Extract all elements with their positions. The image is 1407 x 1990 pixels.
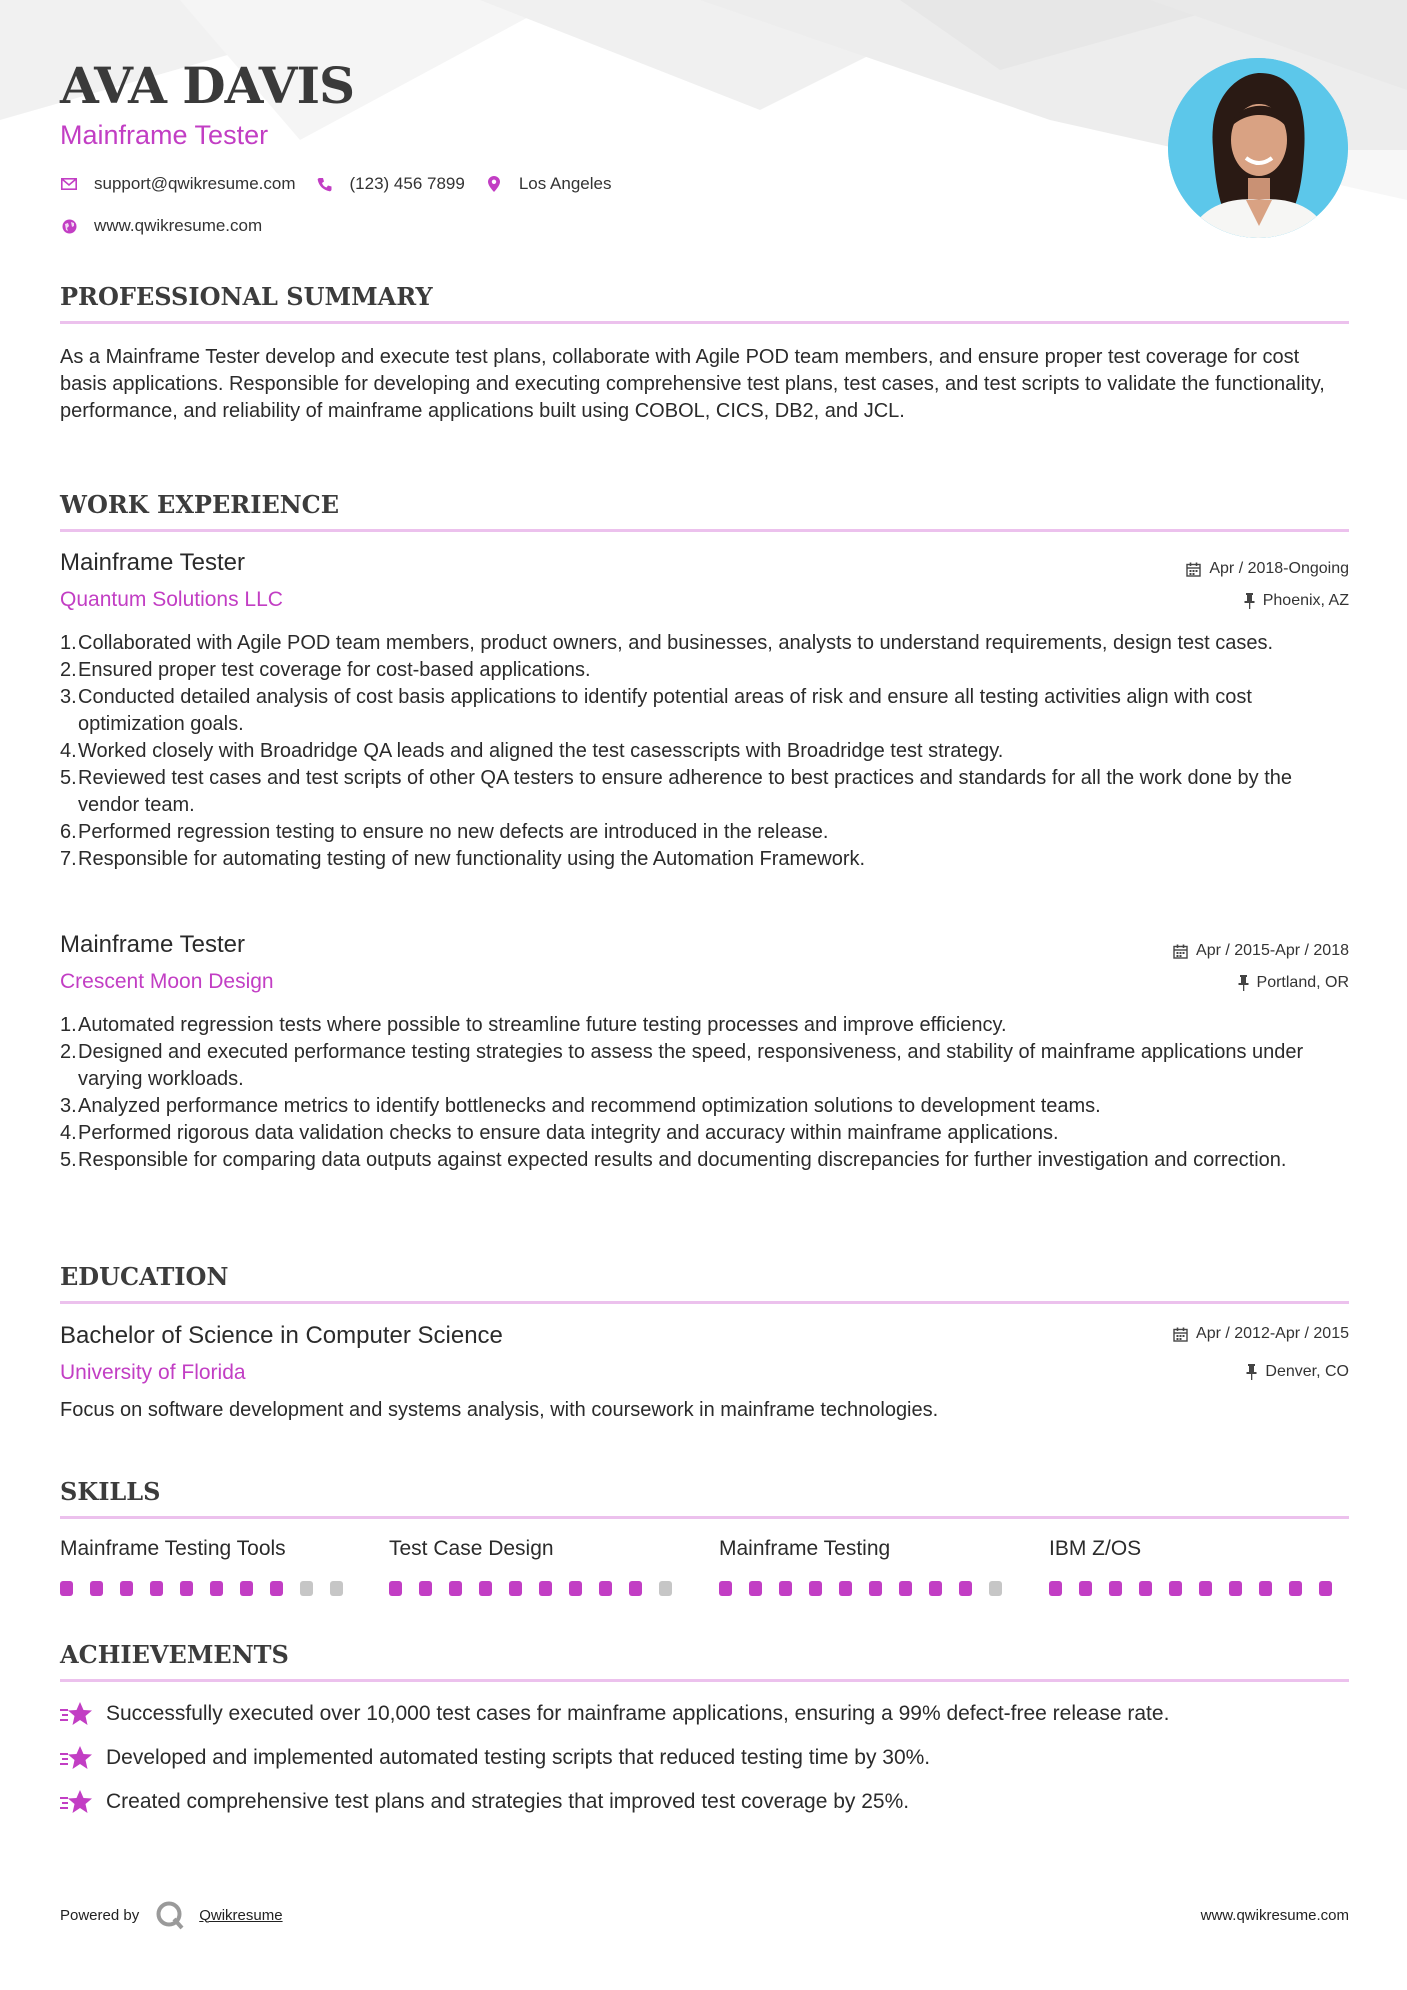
candidate-name: AVA DAVIS [60,56,355,115]
rating-dot-filled [899,1581,912,1596]
list-item: 1. Collaborated with Agile POD team members, product owners, and businesses, analysts to understand requirements, design test cases. [60,632,1274,654]
footer-powered-by [60,1900,283,1930]
rating-dot-filled [1079,1581,1092,1596]
rating-dot-filled [1289,1581,1302,1596]
rating-dot-empty [300,1581,313,1596]
list-item: 4. Worked closely with Broadridge QA leads and aligned the test casesscripts with Broadridge test strategy. [60,740,1004,762]
skill-name: IBM Z/OS [1049,1537,1142,1560]
rating-dot-empty [989,1581,1002,1596]
list-item: 5. Responsible for comparing data outputs against expected results and documenting discrepancies for further investigation and correction. [60,1149,1287,1171]
rating-dot-filled [749,1581,762,1596]
rating-dot-filled [809,1581,822,1596]
job-responsibilities [60,630,1349,873]
globe-icon [60,217,78,235]
skill-name: Mainframe Testing [719,1537,891,1560]
achievements-heading: ACHIEVEMENTS [60,1640,289,1669]
rating-dot-filled [1319,1581,1332,1596]
pushpin-icon [1246,1364,1257,1380]
job-date [1186,560,1349,578]
education-degree: Bachelor of Science in Computer Science [60,1322,503,1349]
contact-phone[interactable]: (123) 456 7899 [349,174,465,193]
rating-dot-filled [929,1581,942,1596]
rating-dot-filled [419,1581,432,1596]
contact-email[interactable]: support@qwikresume.com [94,174,296,193]
rating-dot-empty [330,1581,343,1596]
job-company: Crescent Moon Design [60,970,274,993]
pushpin-icon [1238,975,1249,991]
achievement-text: Successfully executed over 10,000 test cases for mainframe applications, ensuring a 99% defect-free release rate. [106,1702,1170,1725]
rating-dot-filled [180,1581,193,1596]
section-divider [60,529,1349,532]
rating-dot-filled [150,1581,163,1596]
skill-rating [389,1581,689,1596]
qwikresume-logo-icon [155,1900,185,1930]
contact-location: Los Angeles [518,174,612,193]
summary-text: As a Mainframe Tester develop and execute test plans, collaborate with Agile POD team members, and ensure proper test coverage for cost basis applications. Responsible for developing and executing comprehensive test plans, test cases, and test scripts to validate the functionality, performance, and reliability of mainframe applications built using COBOL, CICS, DB2, and JCL. [60,346,1325,422]
contact-row-secondary [60,216,282,236]
education-description: Focus on software development and systems analysis, with coursework in mainframe technologies. [60,1399,939,1421]
rating-dot-filled [389,1581,402,1596]
list-item: 3. Conducted detailed analysis of cost basis applications to identify potential areas of risk and ensure all testing activities align with cost optimization goals. [60,686,1252,735]
rating-dot-filled [479,1581,492,1596]
rating-dot-filled [1049,1581,1062,1596]
contact-row-primary [60,174,631,194]
achievement-text: Created comprehensive test plans and strategies that improved test coverage by 25%. [106,1790,910,1813]
qwikresume-link[interactable]: Qwikresume [199,1906,283,1924]
skill-name: Mainframe Testing Tools [60,1537,286,1560]
skill-rating [1049,1581,1349,1596]
education-date-text: Apr / 2012-Apr / 2015 [1196,1325,1349,1342]
rating-dot-filled [1199,1581,1212,1596]
skills-heading: SKILLS [60,1477,161,1506]
rating-dot-filled [449,1581,462,1596]
section-divider [60,1301,1349,1304]
skill-item [719,1537,1019,1596]
phone-icon [316,175,334,193]
footer-website[interactable]: www.qwikresume.com [1200,1907,1349,1924]
job-responsibilities [60,1012,1349,1174]
rating-dot-filled [599,1581,612,1596]
skill-item [1049,1537,1349,1596]
rating-dot-filled [1169,1581,1182,1596]
job-title: Mainframe Tester [60,549,245,576]
rating-dot-filled [1109,1581,1122,1596]
rating-dot-filled [779,1581,792,1596]
skill-item [389,1537,689,1596]
candidate-title: Mainframe Tester [60,120,269,150]
calendar-icon [1173,944,1188,959]
list-item: 2. Ensured proper test coverage for cost-based applications. [60,659,591,681]
education-heading: EDUCATION [60,1262,229,1291]
rating-dot-filled [90,1581,103,1596]
job-location-text: Phoenix, AZ [1262,592,1349,609]
rating-dot-filled [1229,1581,1242,1596]
star-icon [60,1745,92,1771]
star-icon [60,1789,92,1815]
section-divider [60,321,1349,324]
rating-dot-filled [719,1581,732,1596]
star-icon [60,1701,92,1727]
education-date [1173,1325,1349,1343]
rating-dot-filled [869,1581,882,1596]
rating-dot-filled [839,1581,852,1596]
education-location [1246,1363,1349,1381]
calendar-icon [1186,562,1201,577]
list-item: 7. Responsible for automating testing of new functionality using the Automation Framework. [60,848,866,870]
envelope-icon [60,175,78,193]
rating-dot-filled [1259,1581,1272,1596]
education-school: University of Florida [60,1361,246,1384]
achievement-item [60,1789,909,1815]
rating-dot-filled [539,1581,552,1596]
profile-photo [1168,58,1348,238]
list-item: 3. Analyzed performance metrics to identify bottlenecks and recommend optimization solutions to development teams. [60,1095,1101,1117]
achievement-text: Developed and implemented automated testing scripts that reduced testing time by 30%. [106,1746,931,1769]
pushpin-icon [1244,593,1255,609]
rating-dot-filled [210,1581,223,1596]
rating-dot-filled [270,1581,283,1596]
achievement-item [60,1701,1169,1727]
list-item: 1. Automated regression tests where possible to streamline future testing processes and improve efficiency. [60,1014,1007,1036]
job-title: Mainframe Tester [60,931,245,958]
summary-heading: PROFESSIONAL SUMMARY [60,282,433,311]
rating-dot-filled [629,1581,642,1596]
job-location [1238,974,1349,992]
rating-dot-filled [569,1581,582,1596]
job-date-text: Apr / 2015-Apr / 2018 [1196,942,1349,959]
job-location-text: Portland, OR [1256,974,1349,991]
map-pin-icon [485,175,503,193]
skill-rating [719,1581,1019,1596]
rating-dot-filled [240,1581,253,1596]
skill-item [60,1537,360,1596]
rating-dot-filled [509,1581,522,1596]
list-item: 4. Performed rigorous data validation checks to ensure data integrity and accuracy within mainframe applications. [60,1122,1059,1144]
rating-dot-filled [120,1581,133,1596]
rating-dot-filled [959,1581,972,1596]
job-location [1244,592,1349,610]
contact-website[interactable]: www.qwikresume.com [94,216,263,235]
section-divider [60,1679,1349,1682]
rating-dot-empty [659,1581,672,1596]
skill-rating [60,1581,360,1596]
achievement-item [60,1745,930,1771]
powered-by-label: Powered by [60,1906,140,1924]
rating-dot-filled [1139,1581,1152,1596]
education-location-text: Denver, CO [1265,1363,1349,1380]
calendar-icon [1173,1327,1188,1342]
list-item: 6. Performed regression testing to ensure no new defects are introduced in the release. [60,821,829,843]
skill-name: Test Case Design [389,1537,554,1560]
rating-dot-filled [60,1581,73,1596]
job-date-text: Apr / 2018-Ongoing [1209,560,1349,577]
job-company: Quantum Solutions LLC [60,588,283,611]
job-date [1173,942,1349,960]
experience-heading: WORK EXPERIENCE [60,490,340,519]
list-item: 5. Reviewed test cases and test scripts of other QA testers to ensure adherence to best practices and standards for all the work done by the vendor team. [60,767,1292,816]
section-divider [60,1516,1349,1519]
list-item: 2. Designed and executed performance testing strategies to assess the speed, responsiveness, and stability of mainframe applications under varying workloads. [60,1041,1304,1090]
